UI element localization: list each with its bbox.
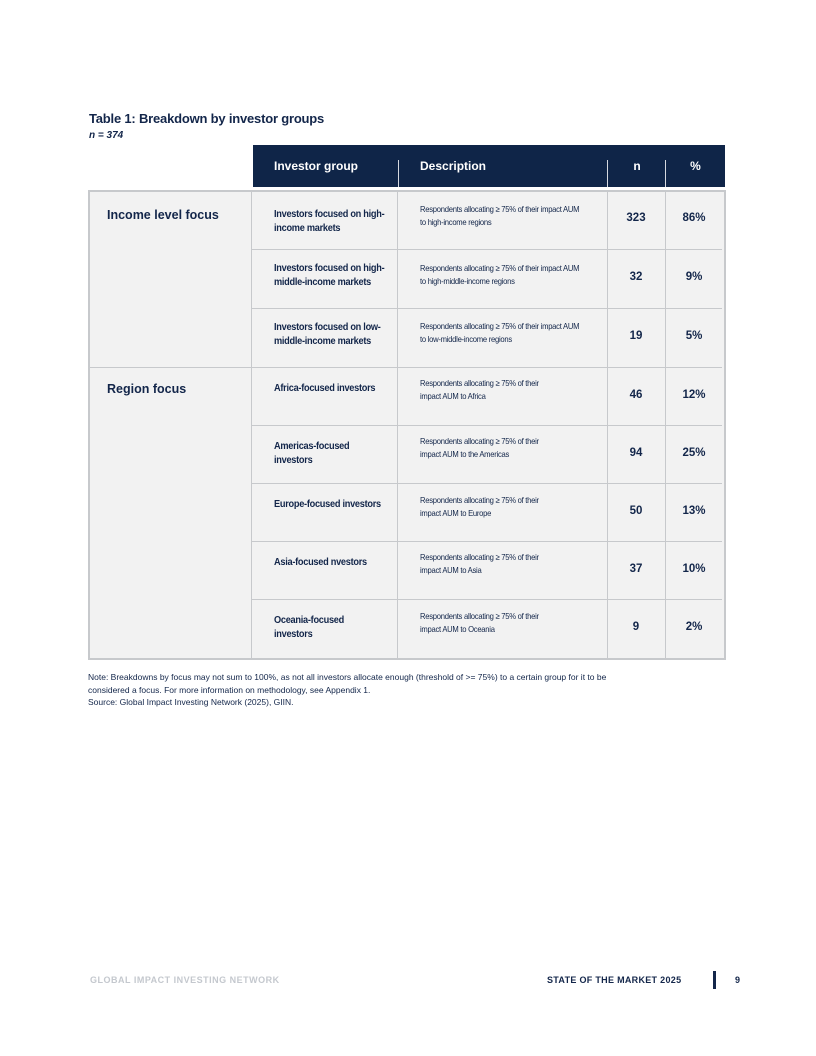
table-notes (88, 671, 728, 709)
row-percent: 12% (682, 389, 706, 401)
category-region: Region focus (107, 382, 187, 396)
row-description: Respondents allocating ≥ 75% of their impact AUM to high-income regions (420, 204, 580, 227)
page-number: 9 (735, 975, 741, 985)
row-group-name: Americas-focused investors (274, 441, 350, 466)
category-income-level: Income level focus (107, 208, 219, 222)
footer-organization: GLOBAL IMPACT INVESTING NETWORK (90, 975, 280, 985)
note-line: considered a focus. For more information on methodology, see Appendix 1. (88, 684, 371, 695)
row-divider (252, 249, 722, 250)
footer-report-title: STATE OF THE MARKET 2025 (547, 975, 682, 985)
source-line: Source: Global Impact Investing Network (2025), GIIN. (88, 697, 294, 707)
row-percent: 9% (685, 271, 703, 283)
row-n: 32 (629, 271, 643, 283)
row-group-name: Africa-focused investors (274, 383, 376, 394)
row-divider (252, 599, 722, 600)
row-divider (252, 483, 722, 484)
row-group-name: Asia-focused nvestors (274, 557, 367, 568)
grid-line (397, 190, 398, 658)
row-description: Respondents allocating ≥ 75% of their impact AUM to the Americas (420, 436, 539, 459)
row-divider (252, 308, 722, 309)
row-description: Respondents allocating ≥ 75% of their impact AUM to low-middle-income regions (420, 321, 580, 344)
row-description: Respondents allocating ≥ 75% of their impact AUM to Oceania (420, 611, 539, 634)
row-group-name: Investors focused on high-middle-income markets (274, 263, 385, 288)
row-group-name: Oceania-focused investors (274, 615, 345, 640)
category-divider (90, 367, 722, 368)
header-description: Description (420, 159, 487, 173)
row-n: 94 (629, 447, 643, 459)
footer-divider (713, 971, 716, 989)
row-n: 19 (629, 330, 643, 342)
row-description: Respondents allocating ≥ 75% of their impact AUM to Africa (420, 378, 539, 401)
row-n: 50 (629, 505, 643, 517)
table-subtitle: n = 374 (89, 130, 124, 141)
row-group-name: Investors focused on high-income markets (274, 209, 385, 234)
row-percent: 86% (682, 212, 706, 224)
row-percent: 13% (682, 505, 706, 517)
row-group-name: Investors focused on low-middle-income markets (274, 322, 381, 347)
header-percent: % (690, 159, 701, 173)
grid-line (665, 190, 666, 658)
row-description: Respondents allocating ≥ 75% of their impact AUM to Europe (420, 495, 539, 518)
row-group-name: Europe-focused investors (274, 499, 381, 510)
row-n: 37 (629, 563, 643, 575)
row-divider (252, 541, 722, 542)
row-percent: 5% (685, 330, 703, 342)
row-percent: 25% (682, 447, 706, 459)
header-n: n (633, 159, 641, 173)
table-title: Table 1: Breakdown by investor groups (89, 111, 325, 126)
header-investor-group: Investor group (274, 159, 359, 173)
grid-line (251, 190, 252, 658)
table-header (253, 145, 725, 187)
row-percent: 10% (682, 563, 706, 575)
row-n: 9 (632, 621, 640, 633)
row-description: Respondents allocating ≥ 75% of their impact AUM to high-middle-income regions (420, 263, 580, 286)
row-divider (252, 425, 722, 426)
row-n: 46 (629, 389, 643, 401)
row-description: Respondents allocating ≥ 75% of their impact AUM to Asia (420, 552, 539, 575)
row-n: 323 (626, 212, 646, 224)
grid-line (607, 190, 608, 658)
row-percent: 2% (685, 621, 703, 633)
header-divider (398, 160, 399, 187)
note-line: Note: Breakdowns by focus may not sum to 100%, as not all investors allocate enough (threshold of >= 75%) to a certain group for it to be (88, 672, 607, 682)
